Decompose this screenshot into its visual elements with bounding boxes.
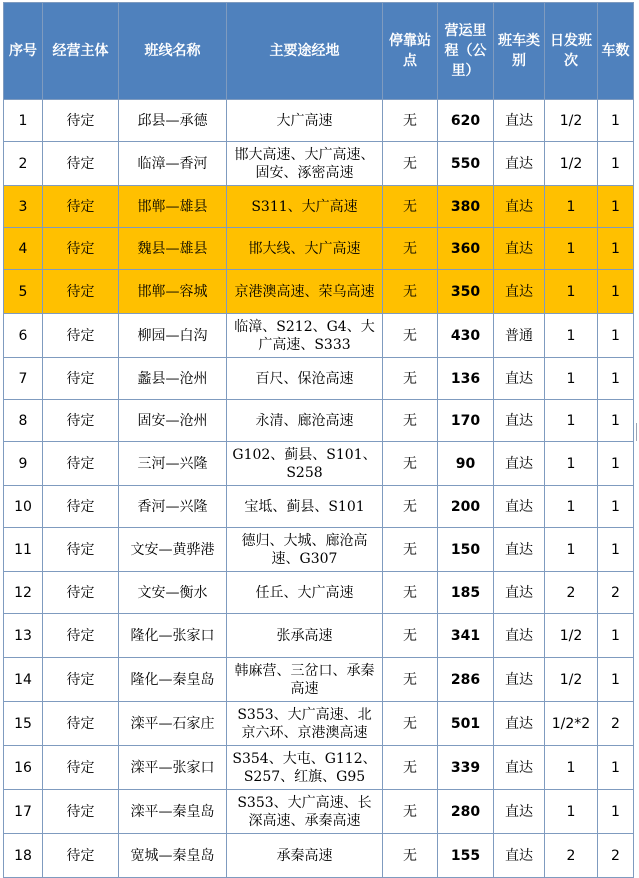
cell-no: 3 [4, 186, 43, 228]
table-row [4, 228, 634, 270]
cell-vehicles: 2 [598, 572, 634, 614]
cell-stops: 无 [383, 400, 438, 442]
cell-no: 17 [4, 790, 43, 834]
cell-no: 15 [4, 702, 43, 746]
bus-route-table [3, 2, 634, 878]
cell-operator: 待定 [43, 614, 119, 658]
cell-line: 邯郸—容城 [119, 270, 227, 314]
table-row [4, 442, 634, 486]
cell-route: 邯大高速、大广高速、固安、涿密高速 [227, 142, 383, 186]
cell-mileage: 339 [438, 746, 494, 790]
cell-route: 百尺、保沧高速 [227, 358, 383, 400]
cell-vehicles: 1 [598, 528, 634, 572]
cell-category: 直达 [494, 442, 545, 486]
cell-no: 8 [4, 400, 43, 442]
cell-route: 大广高速 [227, 100, 383, 142]
cell-daily: 1/2 [545, 142, 598, 186]
cell-line: 滦平—石家庄 [119, 702, 227, 746]
cell-no: 12 [4, 572, 43, 614]
cell-route: 宝坻、蓟县、S101 [227, 486, 383, 528]
cell-mileage: 136 [438, 358, 494, 400]
cell-stops: 无 [383, 528, 438, 572]
cell-category: 直达 [494, 572, 545, 614]
cell-mileage: 280 [438, 790, 494, 834]
cell-stops: 无 [383, 358, 438, 400]
cell-daily: 1 [545, 746, 598, 790]
cell-stops: 无 [383, 442, 438, 486]
cell-mileage: 350 [438, 270, 494, 314]
cell-mileage: 170 [438, 400, 494, 442]
cell-vehicles: 1 [598, 314, 634, 358]
table-row [4, 186, 634, 228]
cell-vehicles: 1 [598, 658, 634, 702]
cell-line: 邱县—承德 [119, 100, 227, 142]
table-row [4, 400, 634, 442]
header-row [4, 3, 634, 100]
cell-vehicles: 1 [598, 142, 634, 186]
cell-operator: 待定 [43, 186, 119, 228]
cell-stops: 无 [383, 186, 438, 228]
cell-vehicles: 1 [598, 442, 634, 486]
cell-route: S311、大广高速 [227, 186, 383, 228]
cell-category: 直达 [494, 702, 545, 746]
cell-line: 香河—兴隆 [119, 486, 227, 528]
cell-stops: 无 [383, 314, 438, 358]
header-operator: 经营主体 [43, 3, 119, 100]
table-row [4, 658, 634, 702]
cell-line: 魏县—雄县 [119, 228, 227, 270]
cell-line: 柳园—白沟 [119, 314, 227, 358]
header-no: 序号 [4, 3, 43, 100]
cell-no: 16 [4, 746, 43, 790]
cell-no: 9 [4, 442, 43, 486]
table-row [4, 142, 634, 186]
cell-operator: 待定 [43, 528, 119, 572]
cell-mileage: 341 [438, 614, 494, 658]
cell-route: S354、大屯、G112、S257、红旗、G95 [227, 746, 383, 790]
cell-vehicles: 1 [598, 746, 634, 790]
cell-daily: 2 [545, 572, 598, 614]
cell-mileage: 286 [438, 658, 494, 702]
cell-no: 18 [4, 834, 43, 878]
cell-category: 直达 [494, 186, 545, 228]
cell-no: 14 [4, 658, 43, 702]
cell-no: 5 [4, 270, 43, 314]
cell-mileage: 200 [438, 486, 494, 528]
cell-vehicles: 2 [598, 702, 634, 746]
table-row [4, 614, 634, 658]
cell-route: G102、蓟县、S101、S258 [227, 442, 383, 486]
cell-stops: 无 [383, 486, 438, 528]
header-category: 班车类别 [494, 3, 545, 100]
cell-route: 德归、大城、廊沧高速、G307 [227, 528, 383, 572]
header-daily: 日发班次 [545, 3, 598, 100]
cell-route: 邯大线、大广高速 [227, 228, 383, 270]
header-line: 班线名称 [119, 3, 227, 100]
cell-vehicles: 1 [598, 270, 634, 314]
table-row [4, 834, 634, 878]
cell-mileage: 501 [438, 702, 494, 746]
cell-daily: 2 [545, 834, 598, 878]
cell-operator: 待定 [43, 358, 119, 400]
table-row [4, 528, 634, 572]
cell-daily: 1 [545, 270, 598, 314]
table-row [4, 100, 634, 142]
cell-line: 滦平—张家口 [119, 746, 227, 790]
cell-no: 11 [4, 528, 43, 572]
cell-route: 临漳、S212、G4、大广高速、S333 [227, 314, 383, 358]
cell-route: 任丘、大广高速 [227, 572, 383, 614]
cell-mileage: 380 [438, 186, 494, 228]
cell-category: 直达 [494, 100, 545, 142]
cell-daily: 1 [545, 228, 598, 270]
table-row [4, 572, 634, 614]
cell-daily: 1 [545, 186, 598, 228]
cell-route: S353、大广高速、长深高速、承秦高速 [227, 790, 383, 834]
cell-vehicles: 1 [598, 400, 634, 442]
cell-operator: 待定 [43, 400, 119, 442]
cell-vehicles: 1 [598, 358, 634, 400]
cell-line: 蠡县—沧州 [119, 358, 227, 400]
table-row [4, 486, 634, 528]
cell-daily: 1 [545, 486, 598, 528]
cell-line: 临漳—香河 [119, 142, 227, 186]
table-row [4, 270, 634, 314]
cell-daily: 1/2*2 [545, 702, 598, 746]
cell-category: 直达 [494, 658, 545, 702]
cell-category: 直达 [494, 142, 545, 186]
header-vehicles: 车数 [598, 3, 634, 100]
cell-stops: 无 [383, 746, 438, 790]
cell-no: 7 [4, 358, 43, 400]
cell-daily: 1/2 [545, 100, 598, 142]
cell-no: 1 [4, 100, 43, 142]
cell-operator: 待定 [43, 442, 119, 486]
cell-stops: 无 [383, 572, 438, 614]
cell-category: 直达 [494, 358, 545, 400]
cell-stops: 无 [383, 142, 438, 186]
cell-operator: 待定 [43, 314, 119, 358]
cell-operator: 待定 [43, 486, 119, 528]
header-stops: 停靠站点 [383, 3, 438, 100]
cell-stops: 无 [383, 270, 438, 314]
cell-route: 京港澳高速、荣乌高速 [227, 270, 383, 314]
cell-category: 直达 [494, 486, 545, 528]
header-route: 主要途经地 [227, 3, 383, 100]
table-row [4, 358, 634, 400]
cell-stops: 无 [383, 702, 438, 746]
cell-line: 三河—兴隆 [119, 442, 227, 486]
cell-vehicles: 1 [598, 228, 634, 270]
cell-no: 10 [4, 486, 43, 528]
cell-mileage: 430 [438, 314, 494, 358]
cell-category: 直达 [494, 228, 545, 270]
cell-route: 永清、廊沧高速 [227, 400, 383, 442]
cell-line: 邯郸—雄县 [119, 186, 227, 228]
cell-vehicles: 1 [598, 100, 634, 142]
cell-stops: 无 [383, 834, 438, 878]
cell-line: 隆化—秦皇岛 [119, 658, 227, 702]
cell-operator: 待定 [43, 702, 119, 746]
cell-category: 直达 [494, 270, 545, 314]
cell-daily: 1/2 [545, 658, 598, 702]
cell-no: 13 [4, 614, 43, 658]
cell-stops: 无 [383, 614, 438, 658]
cell-stops: 无 [383, 228, 438, 270]
table-row [4, 746, 634, 790]
cell-daily: 1 [545, 358, 598, 400]
cell-mileage: 360 [438, 228, 494, 270]
table-row [4, 790, 634, 834]
cell-vehicles: 1 [598, 486, 634, 528]
scrollbar-edge-mark [636, 423, 637, 441]
cell-mileage: 150 [438, 528, 494, 572]
cell-route: 承秦高速 [227, 834, 383, 878]
cell-category: 直达 [494, 746, 545, 790]
cell-operator: 待定 [43, 100, 119, 142]
table-body [4, 100, 634, 878]
cell-stops: 无 [383, 790, 438, 834]
cell-line: 固安—沧州 [119, 400, 227, 442]
cell-operator: 待定 [43, 834, 119, 878]
cell-daily: 1/2 [545, 614, 598, 658]
cell-vehicles: 1 [598, 614, 634, 658]
cell-mileage: 155 [438, 834, 494, 878]
cell-line: 隆化—张家口 [119, 614, 227, 658]
cell-operator: 待定 [43, 790, 119, 834]
cell-line: 滦平—秦皇岛 [119, 790, 227, 834]
cell-route: 张承高速 [227, 614, 383, 658]
cell-mileage: 620 [438, 100, 494, 142]
cell-daily: 1 [545, 400, 598, 442]
cell-vehicles: 1 [598, 790, 634, 834]
cell-operator: 待定 [43, 658, 119, 702]
cell-mileage: 550 [438, 142, 494, 186]
cell-line: 文安—衡水 [119, 572, 227, 614]
cell-route: 韩麻营、三岔口、承秦高速 [227, 658, 383, 702]
cell-category: 直达 [494, 528, 545, 572]
table-row [4, 702, 634, 746]
cell-no: 6 [4, 314, 43, 358]
cell-vehicles: 1 [598, 186, 634, 228]
cell-operator: 待定 [43, 572, 119, 614]
cell-operator: 待定 [43, 746, 119, 790]
cell-line: 文安—黄骅港 [119, 528, 227, 572]
cell-line: 宽城—秦皇岛 [119, 834, 227, 878]
table-row [4, 314, 634, 358]
cell-route: S353、大广高速、北京六环、京港澳高速 [227, 702, 383, 746]
cell-operator: 待定 [43, 142, 119, 186]
cell-no: 4 [4, 228, 43, 270]
cell-daily: 1 [545, 790, 598, 834]
cell-daily: 1 [545, 528, 598, 572]
cell-category: 直达 [494, 834, 545, 878]
cell-no: 2 [4, 142, 43, 186]
cell-category: 直达 [494, 614, 545, 658]
cell-category: 普通 [494, 314, 545, 358]
cell-daily: 1 [545, 442, 598, 486]
cell-category: 直达 [494, 400, 545, 442]
cell-stops: 无 [383, 100, 438, 142]
cell-mileage: 90 [438, 442, 494, 486]
cell-mileage: 185 [438, 572, 494, 614]
cell-stops: 无 [383, 658, 438, 702]
cell-operator: 待定 [43, 270, 119, 314]
header-mileage: 营运里程（公里） [438, 3, 494, 100]
cell-daily: 1 [545, 314, 598, 358]
cell-category: 直达 [494, 790, 545, 834]
cell-operator: 待定 [43, 228, 119, 270]
cell-vehicles: 2 [598, 834, 634, 878]
